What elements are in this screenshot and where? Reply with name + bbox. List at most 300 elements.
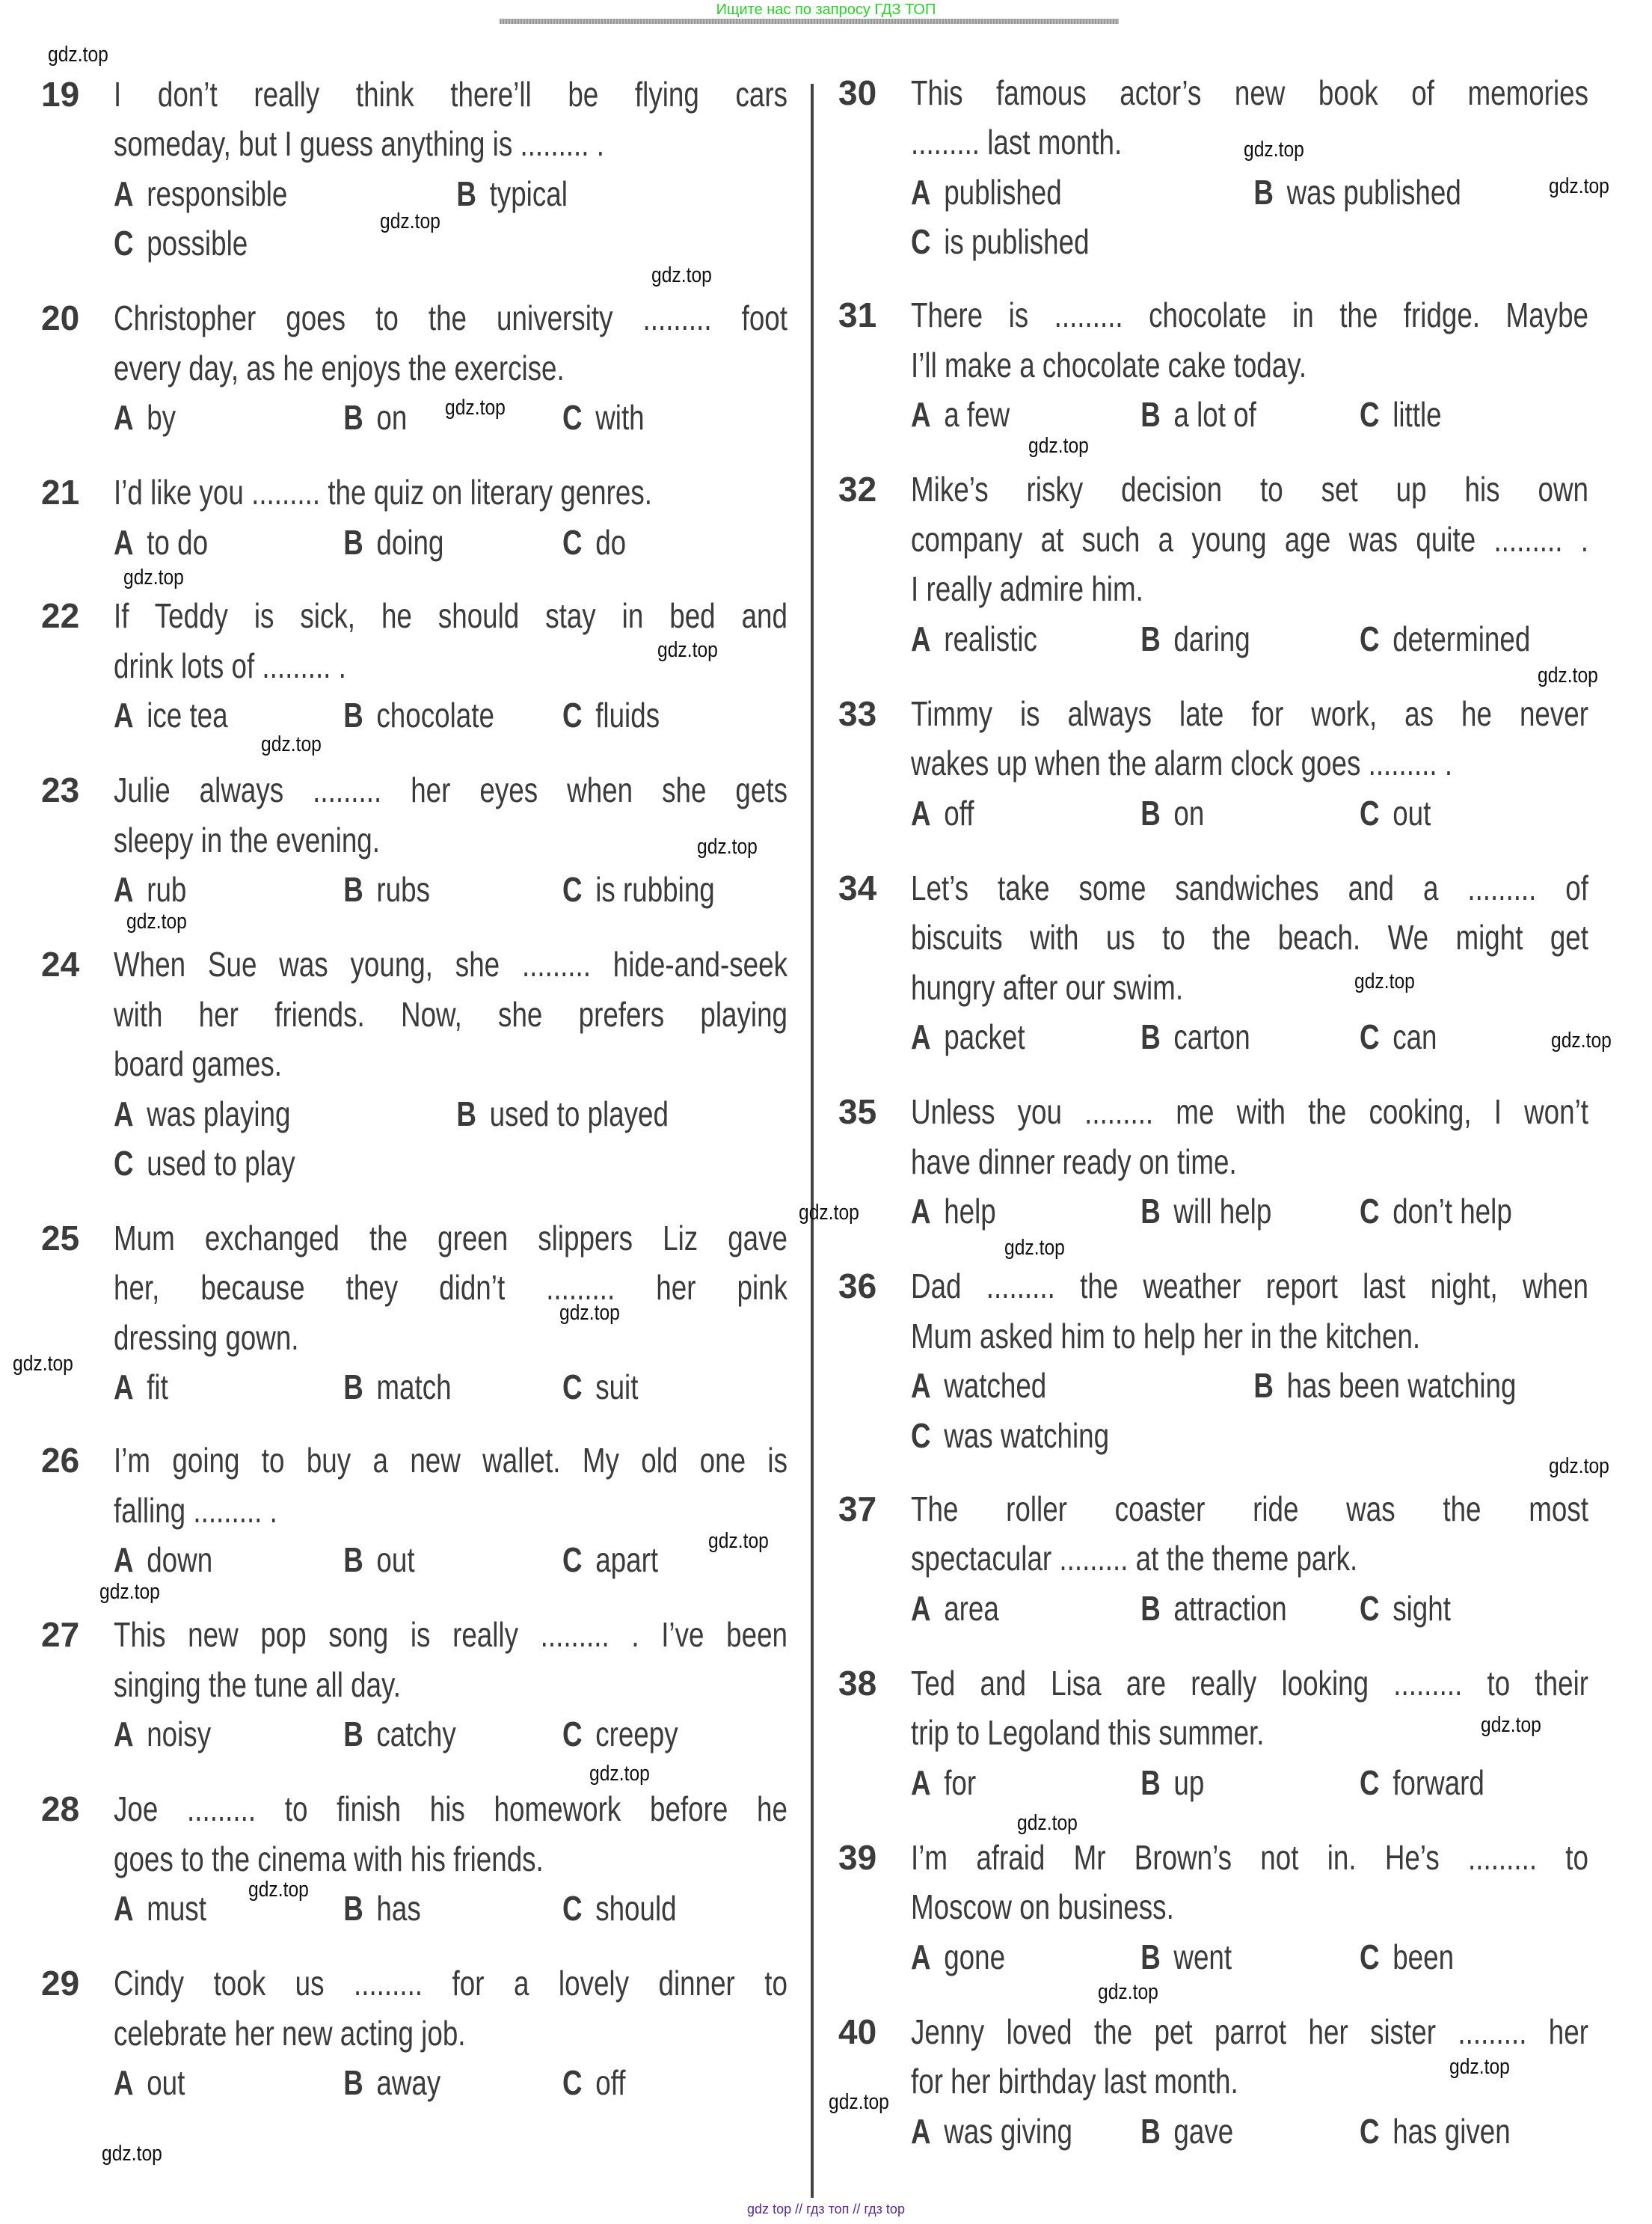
answer-option-c[interactable] <box>1360 390 1442 440</box>
option-text: noisy <box>147 1715 212 1754</box>
question-text-line: dressing gown. <box>114 1317 299 1357</box>
option-letter: B <box>343 870 363 910</box>
option-letter: B <box>343 1889 363 1929</box>
option-text: away <box>376 2063 441 2103</box>
option-text: suit <box>595 1367 639 1407</box>
option-text: off <box>944 793 974 833</box>
option-letter: A <box>114 1715 134 1754</box>
answer-option-b[interactable] <box>343 1362 451 1412</box>
option-text: don’t help <box>1392 1192 1512 1231</box>
answer-option-a[interactable] <box>114 1362 168 1412</box>
question-number: 37 <box>838 1489 877 1528</box>
answer-option-b[interactable] <box>343 1884 421 1934</box>
option-letter: A <box>114 1367 134 1407</box>
watermark-text: gdz.top <box>1480 1713 1541 1738</box>
answer-option-b[interactable] <box>343 2058 440 2108</box>
option-letter: B <box>1140 1588 1161 1628</box>
option-text: off <box>595 2063 626 2103</box>
option-letter: A <box>114 870 134 910</box>
option-letter: B <box>456 174 476 213</box>
question-number: 35 <box>838 1092 877 1132</box>
option-text: down <box>147 1540 213 1580</box>
answer-option-a[interactable] <box>911 1361 1046 1411</box>
question-text-line: The roller coaster ride was the most <box>911 1489 1588 1528</box>
answer-option-b[interactable] <box>456 1089 669 1139</box>
option-letter: C <box>1360 1762 1380 1802</box>
answer-option-a[interactable] <box>911 788 974 839</box>
option-letter: A <box>911 2111 931 2151</box>
watermark-text: gdz.top <box>260 732 322 757</box>
watermark-text: gdz.top <box>1548 1453 1609 1478</box>
question-text-line: board games. <box>114 1044 283 1084</box>
answer-option-a[interactable] <box>911 1584 999 1634</box>
question-text-line: This famous actor’s new book of memories <box>911 73 1588 112</box>
answer-option-c[interactable] <box>1360 2107 1511 2157</box>
question-text-line: goes to the cinema with his friends. <box>114 1839 544 1878</box>
option-text: is published <box>944 222 1090 262</box>
question-text-line: celebrate her new acting job. <box>114 2013 466 2053</box>
option-letter: A <box>911 1017 931 1057</box>
option-letter: C <box>562 398 583 438</box>
question-number: 24 <box>41 945 80 984</box>
answer-option-a[interactable] <box>911 390 1010 440</box>
option-text: will help <box>1173 1192 1272 1231</box>
watermark-text: gdz.top <box>1354 969 1416 993</box>
option-letter: A <box>114 174 134 213</box>
watermark-text: gdz.top <box>13 1352 73 1376</box>
question-text-line: company at such a young age was quite ......... . <box>911 519 1588 559</box>
watermark-text: gdz.top <box>708 1529 770 1554</box>
answer-option-c[interactable] <box>1360 1012 1437 1062</box>
question-text-line: Jenny loved the pet parrot her sister ......... her <box>911 2012 1588 2051</box>
answer-option-c[interactable] <box>114 1139 295 1189</box>
watermark-text: gdz.top <box>799 1200 860 1225</box>
answer-option-c[interactable] <box>1360 614 1530 664</box>
option-text: on <box>376 398 408 438</box>
option-text: area <box>944 1588 999 1628</box>
question-text-line: I’d like you ......... the quiz on literary genres. <box>114 473 652 512</box>
question-item <box>114 765 787 915</box>
option-text: can <box>1392 1017 1437 1057</box>
option-text: determined <box>1392 619 1531 658</box>
watermark-text: gdz.top <box>102 2141 163 2166</box>
question-text-line: Let’s take some sandwiches and a ......... of <box>911 868 1588 907</box>
option-letter: C <box>1360 619 1380 658</box>
option-text: a few <box>944 395 1010 435</box>
option-text: help <box>944 1192 996 1231</box>
option-text: chocolate <box>376 696 494 735</box>
answer-option-c[interactable] <box>1360 1758 1484 1808</box>
answer-option-b[interactable] <box>1140 1186 1271 1237</box>
option-letter: C <box>562 870 583 910</box>
answer-option-b[interactable] <box>456 169 568 219</box>
option-text: possible <box>147 224 248 263</box>
option-text: for <box>944 1762 977 1802</box>
question-number: 30 <box>838 73 877 112</box>
answer-option-a[interactable] <box>114 518 208 568</box>
watermark-text: gdz.top <box>126 910 187 934</box>
watermark-text: gdz.top <box>1028 433 1090 458</box>
answer-option-a[interactable] <box>114 865 186 915</box>
answer-option-a[interactable] <box>114 1709 211 1759</box>
question-text-line: There is ......... chocolate in the fridge. Maybe <box>911 295 1588 335</box>
option-text: up <box>1173 1762 1205 1802</box>
option-text: gave <box>1173 2111 1234 2151</box>
question-item <box>911 465 1588 664</box>
question-text-line: Mum exchanged the green slippers Liz gave <box>114 1218 787 1257</box>
option-letter: C <box>1360 1937 1380 1976</box>
option-letter: C <box>562 1715 583 1754</box>
question-number: 38 <box>838 1663 877 1703</box>
answer-option-c[interactable] <box>562 690 660 741</box>
answer-option-a[interactable] <box>114 690 228 741</box>
answer-option-a[interactable] <box>911 1932 1005 1982</box>
option-letter: A <box>911 172 931 212</box>
question-text-line: Ted and Lisa are really looking ......... to their <box>911 1663 1588 1703</box>
question-item <box>911 689 1588 839</box>
question-number: 28 <box>41 1789 80 1829</box>
answer-option-a[interactable] <box>114 1089 290 1139</box>
option-text: fit <box>147 1367 168 1407</box>
option-letter: C <box>114 224 134 263</box>
option-letter: A <box>911 619 931 658</box>
question-item <box>911 2007 1588 2157</box>
option-letter: C <box>562 2063 583 2103</box>
watermark-text: gdz.top <box>559 1301 621 1326</box>
question-text-line: sleepy in the evening. <box>114 820 380 860</box>
question-text-line: I really admire him. <box>911 569 1143 609</box>
answer-option-b[interactable] <box>1140 1758 1204 1808</box>
option-text: been <box>1392 1937 1455 1976</box>
option-text: used to play <box>147 1144 295 1183</box>
question-text-line: Christopher goes to the university ......... foot <box>114 298 787 338</box>
watermark-text: gdz.top <box>1004 1236 1066 1260</box>
option-text: realistic <box>944 619 1037 658</box>
option-text: forward <box>1392 1762 1484 1802</box>
question-text-line: hungry after our swim. <box>911 967 1184 1007</box>
answer-option-a[interactable] <box>114 393 176 443</box>
option-text: has <box>376 1889 421 1929</box>
watermark-text: gdz.top <box>697 834 758 859</box>
question-text-line: every day, as he enjoys the exercise. <box>114 348 565 387</box>
question-item <box>114 591 787 741</box>
question-number: 29 <box>41 1964 80 2003</box>
question-number: 33 <box>838 693 877 733</box>
option-letter: B <box>1140 1017 1161 1057</box>
question-text-line: Moscow on business. <box>911 1887 1174 1927</box>
question-item <box>911 1833 1588 1982</box>
option-text: was watching <box>944 1415 1110 1455</box>
option-text: packet <box>944 1017 1025 1057</box>
question-text-line: ......... last month. <box>911 123 1123 162</box>
option-letter: C <box>114 1144 134 1183</box>
option-text: went <box>1173 1937 1232 1976</box>
option-letter: B <box>1253 172 1274 212</box>
question-text-line: Cindy took us ......... for a lovely dinner to <box>114 1964 787 2003</box>
option-text: gone <box>944 1937 1006 1976</box>
option-text: catchy <box>376 1715 456 1754</box>
question-item <box>911 290 1588 440</box>
option-letter: B <box>1140 1937 1161 1976</box>
question-number: 36 <box>838 1266 877 1306</box>
question-number: 32 <box>838 470 877 509</box>
watermark-text: gdz.top <box>657 637 718 662</box>
option-letter: C <box>562 1540 583 1580</box>
answer-option-b[interactable] <box>1140 614 1250 664</box>
option-letter: C <box>1360 1192 1380 1231</box>
answer-option-a[interactable] <box>911 1758 976 1808</box>
option-text: out <box>1392 793 1431 833</box>
question-text-line: trip to Legoland this summer. <box>911 1713 1265 1753</box>
answer-option-b[interactable] <box>1140 1584 1287 1634</box>
option-letter: C <box>911 222 931 262</box>
option-letter: B <box>1140 2111 1161 2151</box>
option-letter: B <box>1140 395 1161 435</box>
answer-option-b[interactable] <box>1140 788 1204 839</box>
option-letter: C <box>1360 1588 1380 1628</box>
question-text-line: spectacular ......... at the theme park. <box>911 1539 1358 1578</box>
question-number: 26 <box>41 1441 80 1480</box>
question-item <box>114 1213 787 1412</box>
footer-note: gdz top // гдз топ // гдз top <box>747 2202 905 2217</box>
question-text-line: I’ll make a chocolate cake today. <box>911 345 1307 385</box>
question-number: 27 <box>41 1615 80 1655</box>
answer-option-b[interactable] <box>343 1535 414 1585</box>
option-text: responsible <box>147 174 288 213</box>
option-letter: B <box>343 2063 363 2103</box>
option-text: with <box>595 398 645 438</box>
option-text: little <box>1392 395 1442 435</box>
option-letter: C <box>562 1889 583 1929</box>
answer-option-c[interactable] <box>1360 1932 1454 1982</box>
option-letter: A <box>114 1540 134 1580</box>
option-text: attraction <box>1173 1588 1287 1628</box>
option-text: has been watching <box>1286 1366 1517 1406</box>
option-letter: C <box>562 696 583 735</box>
answer-option-c[interactable] <box>1360 788 1431 839</box>
watermark-text: gdz.top <box>1098 1979 1159 2004</box>
question-text-line: falling ......... . <box>114 1490 277 1530</box>
option-letter: B <box>456 1094 476 1133</box>
question-text-line: biscuits with us to the beach. We might get <box>911 918 1588 958</box>
question-item <box>911 68 1588 267</box>
question-number: 25 <box>41 1218 80 1257</box>
option-text: do <box>595 522 627 562</box>
watermark-text: gdz.top <box>379 209 440 234</box>
answer-option-a[interactable] <box>114 169 287 219</box>
option-letter: B <box>1140 1762 1161 1802</box>
option-text: by <box>147 398 176 438</box>
question-item <box>911 1261 1588 1460</box>
watermark-text: gdz.top <box>1244 137 1305 162</box>
answer-option-c[interactable] <box>562 2058 625 2108</box>
question-text-line: Dad ......... the weather report last night, when <box>911 1266 1588 1306</box>
question-item <box>114 940 787 1189</box>
option-letter: C <box>1360 793 1380 833</box>
answer-option-a[interactable] <box>114 2058 185 2108</box>
question-number: 21 <box>41 473 80 512</box>
question-text-line: I don’t really think there’ll be flying cars <box>114 74 787 114</box>
watermark-text: gdz.top <box>123 565 184 589</box>
question-text-line: have dinner ready on time. <box>911 1142 1237 1181</box>
answer-option-b[interactable] <box>343 690 494 741</box>
question-text-line: I’m going to buy a new wallet. My old one is <box>114 1441 787 1480</box>
answer-option-c[interactable] <box>562 1535 658 1585</box>
answer-option-b[interactable] <box>343 1709 456 1759</box>
question-number: 40 <box>838 2012 877 2051</box>
question-text-line: with her friends. Now, she prefers playing <box>114 994 787 1034</box>
option-letter: A <box>911 1937 931 1976</box>
answer-option-c[interactable] <box>562 393 645 443</box>
option-letter: A <box>911 395 931 435</box>
option-letter: B <box>343 522 363 562</box>
option-text: has given <box>1392 2111 1511 2151</box>
question-text-line: Mike’s risky decision to set up his own <box>911 470 1588 509</box>
header-note: Ищите нас по запросу ГДЗ ТОП <box>716 1 936 18</box>
option-text: creepy <box>595 1715 678 1754</box>
option-text: carton <box>1173 1017 1250 1057</box>
option-text: was published <box>1286 172 1461 212</box>
option-letter: A <box>114 1889 134 1929</box>
answer-option-b[interactable] <box>1140 1012 1250 1062</box>
option-text: on <box>1173 793 1205 833</box>
option-letter: B <box>1140 619 1161 658</box>
option-text: a lot of <box>1173 395 1256 435</box>
question-number: 22 <box>41 596 80 635</box>
answer-option-c[interactable] <box>562 865 715 915</box>
answer-option-a[interactable] <box>911 614 1037 664</box>
question-text-line: someday, but I guess anything is ......... . <box>114 124 604 164</box>
watermark-text: gdz.top <box>589 1761 650 1786</box>
answer-option-c[interactable] <box>562 1884 677 1934</box>
answer-option-a[interactable] <box>911 1012 1025 1062</box>
option-letter: C <box>1360 2111 1380 2151</box>
answer-option-c[interactable] <box>562 518 626 568</box>
question-number: 39 <box>838 1837 877 1877</box>
question-number: 20 <box>41 298 80 338</box>
option-letter: B <box>1140 793 1161 833</box>
option-text: to do <box>147 522 209 562</box>
option-letter: A <box>114 2063 134 2103</box>
answer-option-b[interactable] <box>1140 2107 1233 2157</box>
column-divider <box>811 84 814 2198</box>
option-text: published <box>944 172 1062 212</box>
question-text-line: I’m afraid Mr Brown’s not in. He’s ......... to <box>911 1837 1588 1877</box>
option-text: typical <box>489 174 568 213</box>
question-text-line: Unless you ......... me with the cooking, I won’t <box>911 1092 1588 1132</box>
option-letter: B <box>1140 1192 1161 1231</box>
option-letter: C <box>1360 395 1380 435</box>
question-text-line: When Sue was young, she ......... hide-and-seek <box>114 945 787 984</box>
option-letter: A <box>114 522 134 562</box>
question-item <box>911 863 1588 1062</box>
option-text: rubs <box>376 870 430 910</box>
option-text: out <box>147 2063 185 2103</box>
answer-option-a[interactable] <box>114 1535 212 1585</box>
question-text-line: her, because they didn’t ......... her pink <box>114 1268 787 1308</box>
question-text-line: drink lots of ......... . <box>114 646 346 685</box>
option-text: rub <box>147 870 187 910</box>
option-letter: B <box>343 1367 363 1407</box>
answer-option-c[interactable] <box>114 218 248 269</box>
answer-option-b[interactable] <box>343 393 407 443</box>
watermark-text: gdz.top <box>829 2090 890 2115</box>
option-letter: B <box>343 398 363 438</box>
answer-option-b[interactable] <box>1253 168 1461 218</box>
question-item <box>114 293 787 443</box>
option-letter: A <box>911 1762 931 1802</box>
option-text: should <box>595 1889 677 1929</box>
question-number: 19 <box>41 74 80 114</box>
option-letter: B <box>343 1540 363 1580</box>
option-text: watched <box>944 1366 1047 1406</box>
question-item <box>114 1436 787 1585</box>
option-text: used to played <box>489 1094 669 1133</box>
question-text-line: Joe ......... to finish his homework before he <box>114 1789 787 1829</box>
answer-option-a[interactable] <box>911 2107 1072 2157</box>
option-letter: A <box>114 1094 134 1133</box>
answer-option-c[interactable] <box>1360 1584 1451 1634</box>
answer-option-b[interactable] <box>1140 390 1256 440</box>
answer-option-c[interactable] <box>911 217 1090 267</box>
question-text-line: wakes up when the alarm clock goes ......... . <box>911 744 1453 783</box>
question-text-line: singing the tune all day. <box>114 1664 401 1704</box>
answer-option-c[interactable] <box>1360 1186 1512 1237</box>
question-text-line: Julie always ......... her eyes when she gets <box>114 771 787 810</box>
watermark-text: gdz.top <box>1548 174 1609 199</box>
question-number: 31 <box>838 295 877 335</box>
question-text-line: This new pop song is really ......... . I’ve been <box>114 1615 787 1655</box>
question-item <box>114 70 787 269</box>
answer-option-a[interactable] <box>114 1884 206 1934</box>
option-text: sight <box>1392 1588 1451 1628</box>
watermark-text: gdz.top <box>99 1580 160 1605</box>
option-text: fluids <box>595 696 660 735</box>
option-text: doing <box>376 522 444 562</box>
question-item <box>114 1784 787 1934</box>
answer-option-c[interactable] <box>911 1411 1109 1461</box>
question-text-line: for her birthday last month. <box>911 2062 1238 2101</box>
question-item <box>114 468 787 567</box>
answer-option-b[interactable] <box>1253 1361 1516 1411</box>
watermark-text: gdz.top <box>248 1878 309 1902</box>
answer-option-c[interactable] <box>562 1362 638 1412</box>
option-text: must <box>147 1889 206 1929</box>
answer-option-c[interactable] <box>562 1709 678 1759</box>
option-letter: B <box>1253 1366 1274 1406</box>
option-text: was playing <box>147 1094 291 1133</box>
watermark-text: gdz.top <box>48 42 109 67</box>
question-item <box>114 1610 787 1759</box>
option-letter: A <box>911 1588 931 1628</box>
answer-option-b[interactable] <box>1140 1932 1232 1982</box>
answer-option-a[interactable] <box>911 1186 996 1237</box>
watermark-text: gdz.top <box>444 395 506 420</box>
watermark-text: gdz.top <box>1551 1029 1612 1053</box>
question-item <box>911 1484 1588 1634</box>
answer-option-b[interactable] <box>343 865 430 915</box>
question-item <box>114 1958 787 2108</box>
option-letter: A <box>911 1366 931 1406</box>
answer-option-b[interactable] <box>343 518 443 568</box>
option-letter: C <box>911 1415 931 1455</box>
question-number: 23 <box>41 771 80 810</box>
answer-option-a[interactable] <box>911 168 1062 218</box>
option-letter: A <box>114 696 134 735</box>
option-letter: A <box>114 398 134 438</box>
option-text: is rubbing <box>595 870 715 910</box>
option-text: ice tea <box>147 696 228 735</box>
